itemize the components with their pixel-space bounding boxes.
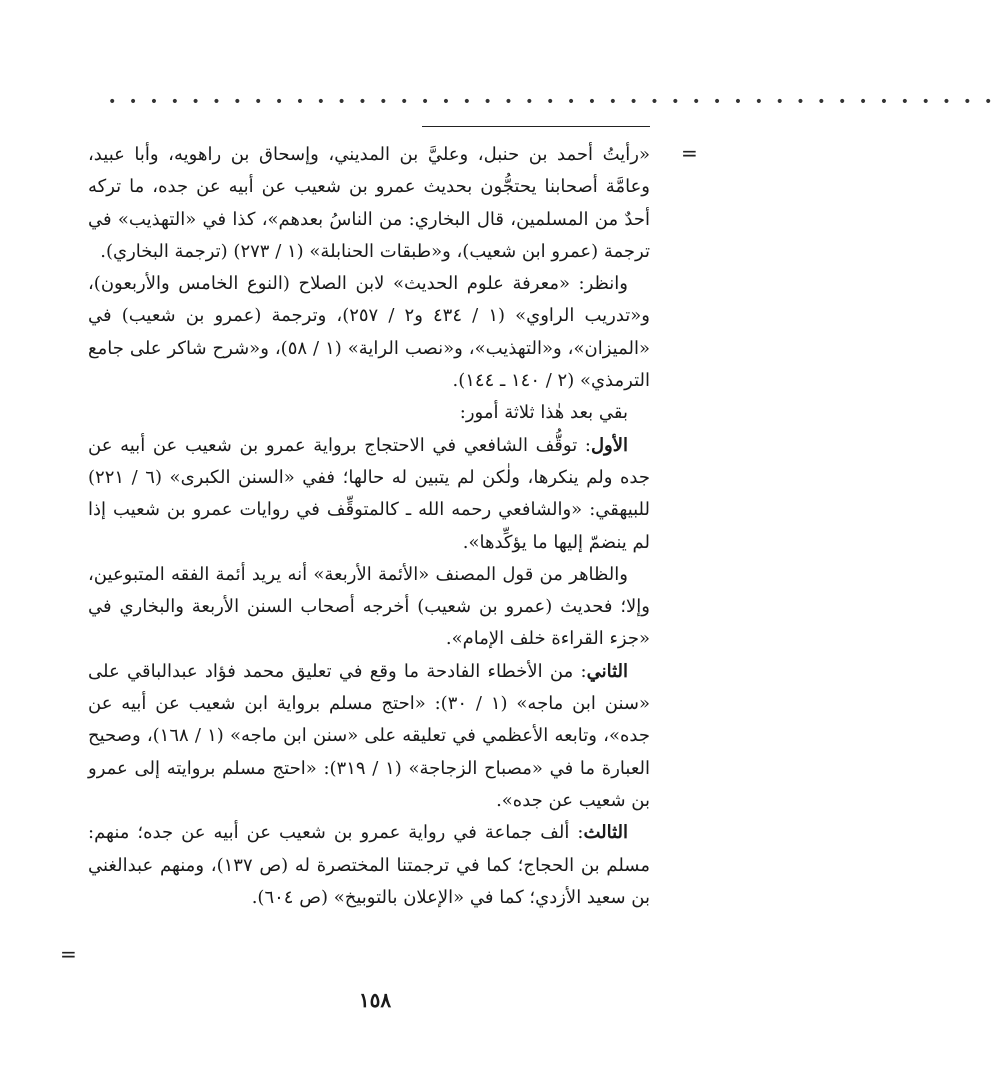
continuation-mark-bottom: = xyxy=(60,942,77,966)
header-dotted-line: • • • • • • • • • • • • • • • • • • • • • • • • • • • • • • • • • • • • • • • • • • • xyxy=(108,94,994,110)
first-matter-text: : توقُّف الشافعي في الاحتجاج برواية عمرو بن شعيب عن أبيه عن جده ولم ينكرها، ولٰكن لم يتبين له حالها؛ ففي «السنن الكبرى» (٦ / ٢٢١) للبيهقي: «والشافعي رحمه الله ـ كالمتوقِّف في روايات عمرو بن شعيب إذا لم ينضمّ إليها ما يؤكِّدها». xyxy=(88,434,650,553)
first-matter-heading: الأول xyxy=(590,434,628,456)
third-matter-heading: الثالث xyxy=(583,822,628,844)
page-number: ١٥٨ xyxy=(358,988,392,1012)
footnote-body xyxy=(88,139,650,914)
paragraph-second-matter xyxy=(88,656,650,817)
second-matter-heading: الثاني xyxy=(586,660,628,682)
continuation-mark-top: = xyxy=(681,141,698,165)
footnote-separator-rule xyxy=(422,126,650,127)
paragraph-see-also: وانظر: «معرفة علوم الحديث» لابن الصلاح (النوع الخامس والأربعون)، و«تدريب الراوي» (١ / ٤٣٤ و٢ / ٢٥٧)، وترجمة (عمرو بن شعيب) في «الميزان»، و«التهذيب»، و«نصب الراية» (١ / ٥٨)، و«شرح شاكر على جامع الترمذي» (٢ / ١٤٠ ـ ١٤٤). xyxy=(88,273,650,392)
paragraph-three-matters: بقي بعد هٰذا ثلاثة أمور: xyxy=(459,402,628,424)
paragraph-first-matter xyxy=(88,430,650,559)
third-matter-text: : ألف جماعة في رواية عمرو بن شعيب عن أبيه عن جده؛ منهم: مسلم بن الحجاج؛ كما في ترجمتنا المختصرة له (ص ١٣٧)، ومنهم عبدالغني بن سعيد الأزدي؛ كما في «الإعلان بالتوبيخ» (ص ٦٠٤). xyxy=(88,822,650,908)
paragraph-four-imams: والظاهر من قول المصنف «الأئمة الأربعة» أنه يريد أئمة الفقه المتبوعين، وإلا؛ فحديث (عمرو بن شعيب) أخرجه أصحاب السنن الأربعة والبخاري في «جزء القراءة خلف الإمام». xyxy=(88,563,650,650)
paragraph-quote: «رأيتُ أحمد بن حنبل، وعليَّ بن المديني، وإسحاق بن راهويه، وأبا عبيد، وعامَّة أصحابنا يحتجُّون بحديث عمرو بن شعيب عن أبيه عن جده، ما تركه أحدٌ من المسلمين، قال البخاري: من الناسُ بعدهم»، كذا في «التهذيب» في ترجمة (عمرو ابن شعيب)، و«طبقات الحنابلة» (١ / ٢٧٣) (ترجمة البخاري). xyxy=(88,144,650,262)
paragraph-third-matter xyxy=(88,817,650,914)
second-matter-text: : من الأخطاء الفادحة ما وقع في تعليق محمد فؤاد عبدالباقي على «سنن ابن ماجه» (١ / ٣٠): «احتج مسلم برواية ابن شعيب عن أبيه عن جده»، وتابعه الأعظمي في تعليقه على «سنن ابن ماجه» (١ / ١٦٨)، وصحيح العبارة ما في «مصباح الزجاجة» (١ / ٣١٩): «احتج مسلم بروايته إلى عمرو بن شعيب عن جده». xyxy=(88,660,650,811)
